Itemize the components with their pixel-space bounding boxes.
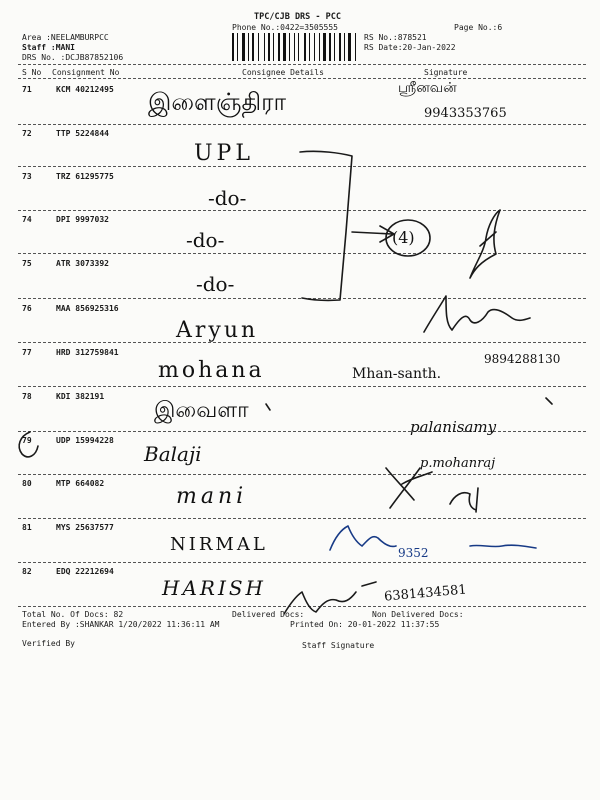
consignee-handwriting: UPL	[194, 141, 254, 166]
verified-by: Verified By	[22, 639, 75, 648]
non-delivered-docs: Non Delivered Docs:	[372, 610, 464, 619]
bracket-mark	[300, 151, 352, 300]
row-consignment-no: KCM 40212495	[56, 85, 114, 94]
row-sno: 76	[22, 304, 32, 313]
row-sno: 78	[22, 392, 32, 401]
staff-signature-label: Staff Signature	[302, 641, 375, 650]
circle-mark	[386, 220, 430, 256]
tick-mark	[546, 398, 552, 404]
drs-number: DRS No. :DCJB87852106	[22, 53, 124, 62]
rs-date: RS Date:20-Jan-2022	[364, 43, 456, 52]
consignee-handwriting: HARISH	[162, 576, 266, 600]
row-consignment-no: DPI 9997032	[56, 215, 109, 224]
signature-handwriting: Mhan-santh.	[352, 366, 442, 382]
row-sno: 73	[22, 172, 32, 181]
signature-mark	[330, 526, 536, 550]
total-docs: Total No. Of Docs: 82	[22, 610, 124, 619]
entered-by: Entered By :SHANKAR 1/20/2022 11:36:11 AM	[22, 620, 220, 629]
signature-mark	[470, 210, 500, 278]
consignee-handwriting: mani	[176, 484, 248, 509]
signature-mark	[424, 296, 530, 332]
consignee-handwriting: இவைளா	[154, 398, 249, 423]
phone-number: Phone No.:0422=3505555	[232, 23, 338, 32]
area-label: Area :NEELAMBURPCC	[22, 33, 109, 42]
row-sno: 75	[22, 259, 32, 268]
row-consignment-no: TRZ 61295775	[56, 172, 114, 181]
page-number: Page No.:6	[454, 23, 503, 32]
phone-handwriting: 9894288130	[484, 352, 561, 366]
column-header-consignee: Consignee Details	[242, 68, 324, 77]
signature-mark	[284, 582, 376, 614]
signature-handwriting: ஸ்ரீனவன்	[398, 80, 457, 96]
row-sno: 71	[22, 85, 32, 94]
column-header-sno: S No	[22, 68, 42, 77]
phone-handwriting: 9943353765	[424, 106, 507, 121]
staff-label: Staff :MANI	[22, 43, 75, 52]
row-consignment-no: MYS 25637577	[56, 523, 114, 532]
column-header-consignment: Consignment No	[52, 68, 120, 77]
consignee-handwriting: NIRMAL	[170, 534, 268, 555]
row-sno: 77	[22, 348, 32, 357]
phone-handwriting: 6381434581	[383, 582, 468, 605]
signature-handwriting: palanisamy	[410, 418, 497, 436]
consignee-handwriting: Balaji	[144, 442, 202, 466]
row-consignment-no: HRD 312759841	[56, 348, 119, 357]
row-consignment-no: MAA 856925316	[56, 304, 119, 313]
signature-mark	[450, 488, 478, 512]
printed-on: Printed On: 20-01-2022 11:37:55	[290, 620, 440, 629]
signature-handwriting: (4)	[392, 228, 415, 247]
tick-mark	[266, 404, 270, 410]
signature-mark	[386, 468, 432, 508]
phone-handwriting: 9352	[398, 546, 429, 560]
row-consignment-no: MTP 664082	[56, 479, 105, 488]
row-sno: 74	[22, 215, 32, 224]
column-header-signature: Signature	[424, 68, 468, 77]
row-sno: 80	[22, 479, 32, 488]
row-sno: 81	[22, 523, 32, 532]
row-consignment-no: TTP 5224844	[56, 129, 109, 138]
consignee-handwriting: Aryun	[176, 318, 259, 343]
row-consignment-no: KDI 382191	[56, 392, 105, 401]
arrow-mark	[352, 226, 394, 242]
consignee-handwriting: -do-	[196, 272, 235, 296]
row-sno: 79	[22, 436, 32, 445]
row-consignment-no: ATR 3073392	[56, 259, 109, 268]
document-title: TPC/CJB DRS - PCC	[254, 12, 341, 22]
consignee-handwriting: -do-	[186, 228, 225, 252]
circle-mark	[19, 432, 38, 457]
signature-handwriting: p.mohanraj	[420, 456, 496, 471]
row-sno: 82	[22, 567, 32, 576]
row-consignment-no: UDP 15994228	[56, 436, 114, 445]
row-sno: 72	[22, 129, 32, 138]
consignee-handwriting: இளைஞ்திரா	[148, 88, 287, 116]
consignee-handwriting: -do-	[208, 186, 247, 210]
rs-number: RS No.:878521	[364, 33, 427, 42]
consignee-handwriting: mohana	[158, 358, 265, 383]
delivered-docs: Delivered Docs:	[232, 610, 305, 619]
row-consignment-no: EDQ 22212694	[56, 567, 114, 576]
